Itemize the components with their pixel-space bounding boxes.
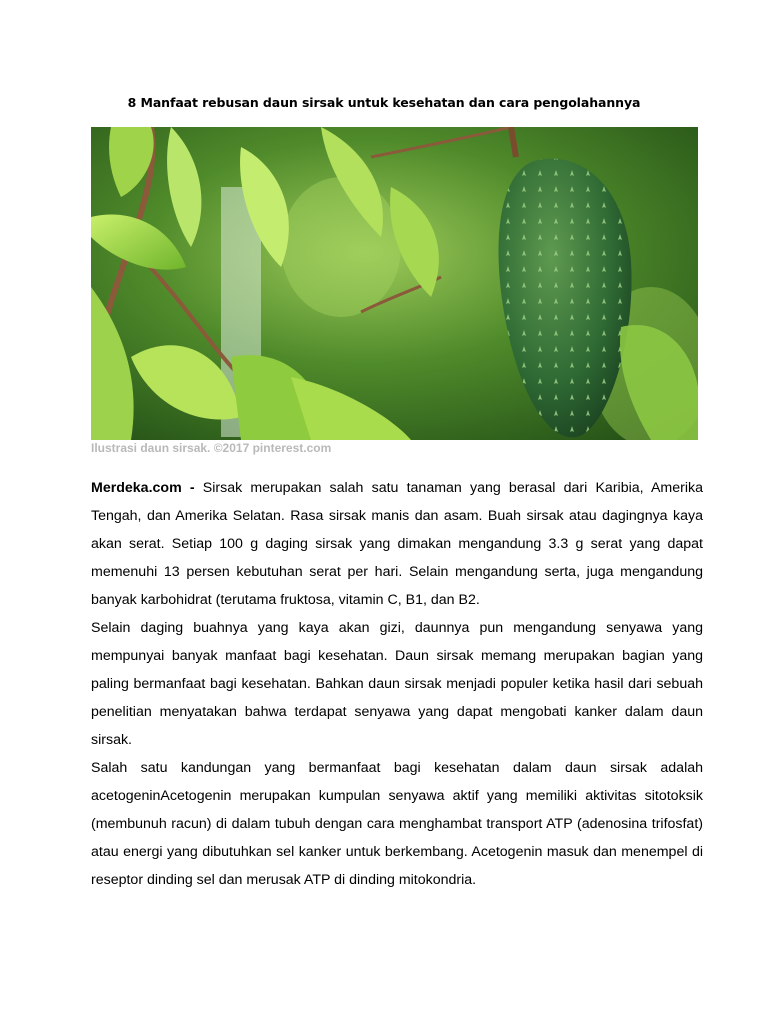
article-body: [91, 474, 703, 894]
paragraph-1-text: Sirsak merupakan salah satu tanaman yang berasal dari Karibia, Amerika Tengah, dan Amerika Selatan. Rasa sirsak manis dan asam. Buah sirsak atau dagingnya kaya akan serat. Setiap 100 g daging sirsak yang dimakan mengandung 3.3 g serat yang dapat memenuhi 13 persen kebutuhan serat per hari. Selain mengandung serta, juga mengandung banyak karbohidrat (terutama fruktosa, vitamin C, B1, dan B2.: [91, 480, 703, 608]
paragraph-2: Selain daging buahnya yang kaya akan gizi, daunnya pun mengandung senyawa yang mempunyai banyak manfaat bagi kesehatan. Daun sirsak memang merupakan bagian yang paling bermanfaat bagi kesehatan. Bahkan daun sirsak menjadi populer ketika hasil dari sebuah penelitian menyatakan bahwa terdapat senyawa yang dapat mengobati kanker dalam daun sirsak.: [91, 620, 703, 748]
page-title: 8 Manfaat rebusan daun sirsak untuk kesehatan dan cara pengolahannya: [127, 95, 641, 110]
image-caption: Ilustrasi daun sirsak. ©2017 pinterest.com: [91, 441, 332, 455]
paragraph-1: [91, 474, 703, 614]
paragraph-3: Salah satu kandungan yang bermanfaat bagi kesehatan dalam daun sirsak adalah acetogeninAcetogenin merupakan kumpulan senyawa aktif yang memiliki aktivitas sitotoksik (membunuh racun) di dalam tubuh dengan cara menghambat transport ATP (adenosina trifosfat) atau energi yang dibutuhkan sel kanker untuk berkembang. Acetogenin masuk dan menempel di reseptor dinding sel dan merusak ATP di dinding mitokondria.: [91, 760, 703, 888]
source-label: Merdeka.com -: [91, 480, 195, 496]
soursop-photo: [91, 127, 698, 440]
